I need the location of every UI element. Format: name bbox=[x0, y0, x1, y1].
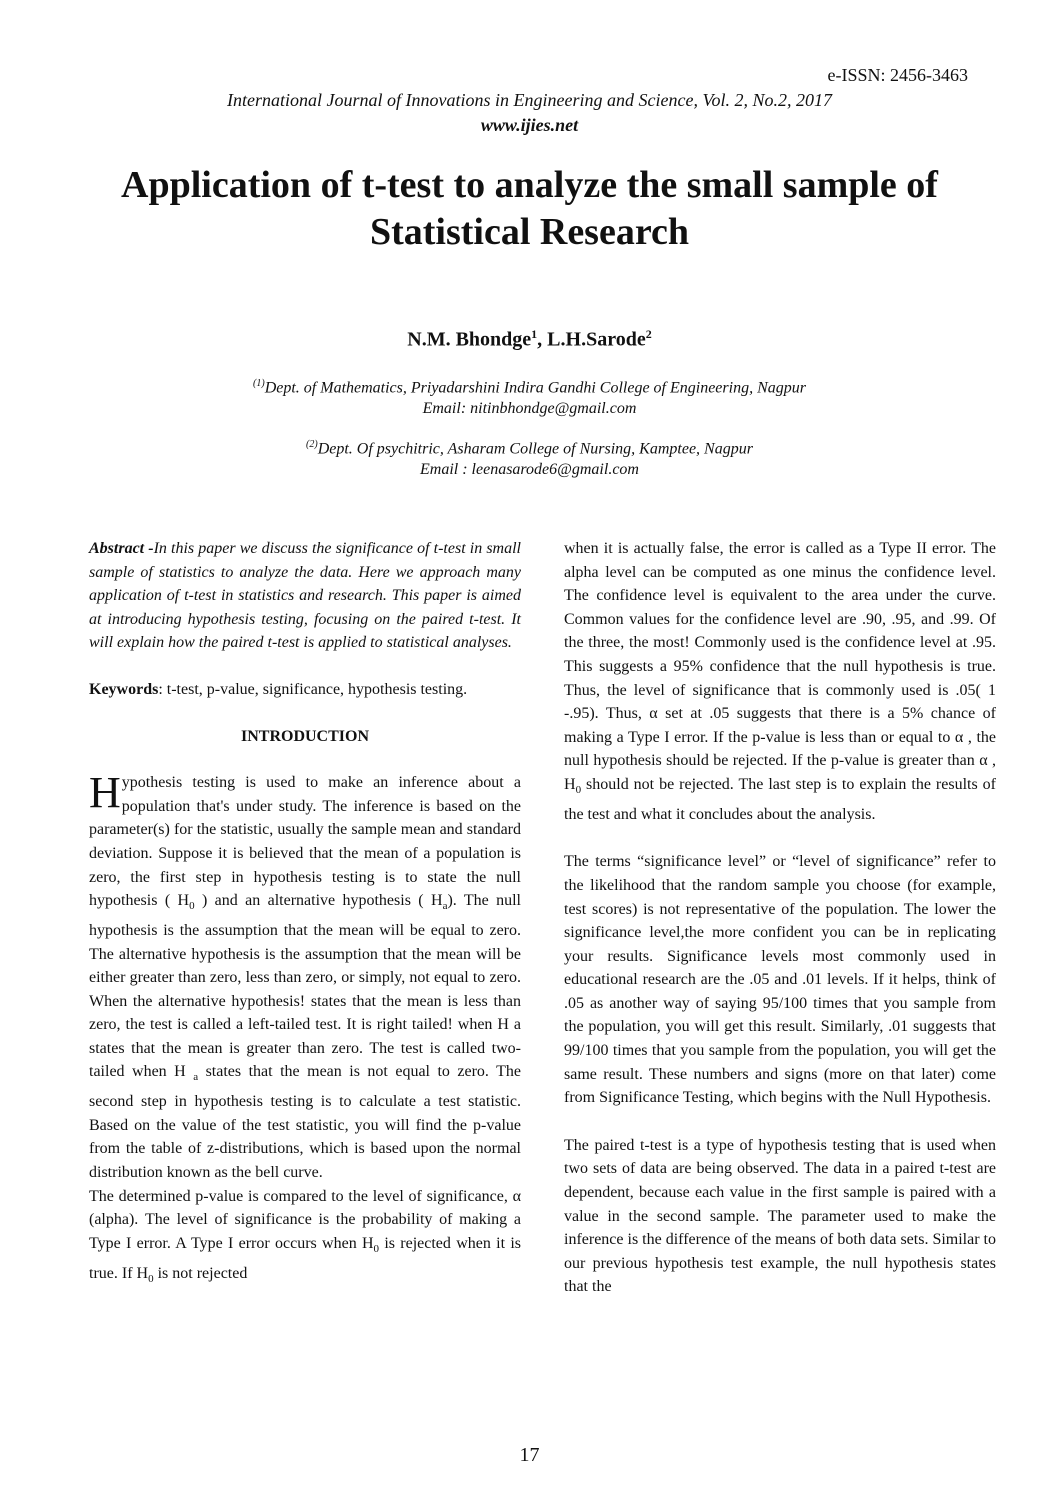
right-paragraph-2: The terms “significance level” or “level of significance” refer to the likelihood that the random sample you choose (for example, test scores) is not representative of the population. The lower the significance level,the more confident you can be in replicating your results. Significance levels most commonly used in educational research are the .05 and .01 levels. If it helps, think of .05 as another way of saying 95/100 times that you sample from the population, you will get this result. Similarly, .01 suggests that 99/100 times that you sample from the population, you will get the same result. These numbers and signs (more on that later) come from Significance Testing, which begins with the Null Hypothesis. bbox=[564, 853, 996, 1107]
abstract-label: Abstract - bbox=[89, 540, 154, 557]
affiliation-2-marker: (2) bbox=[306, 439, 318, 450]
section-heading-introduction: INTRODUCTION bbox=[240, 727, 369, 745]
affiliation-1-dept: Dept. of Mathematics, Priyadarshini Indira Gandhi College of Engineering, Nagpur bbox=[264, 379, 806, 397]
right-paragraph-3: The paired t-test is a type of hypothesis testing that is used when two sets of data are being observed. The data in a paired t-test are dependent, because each value in the first sample is paired with a value in the second sample. The parameter used to make the inference is the difference of the means of both data sets. Similar to our previous hypothesis test example, the null hypothesis states that the bbox=[564, 1136, 996, 1296]
author-1-affiliation-marker: 1 bbox=[531, 327, 538, 341]
affiliation-2-email: Email : leenasarode6@gmail.com bbox=[420, 461, 639, 479]
keywords-label: Keywords bbox=[89, 680, 159, 698]
author-line bbox=[0, 327, 1059, 352]
keywords bbox=[89, 678, 521, 702]
intro-paragraph-1: Hypothesis testing is used to make an inference about a population that's under study. The inference is based on the parameter(s) for the statistic, usually the sample mean and standard deviation. Suppose it is believed that the mean of a population is zero, the first step in hypothesis testing is to state the null hypothesis ( $H_0$ ) and an alternative hypothesis ( $H_a$). The null hypothesis is the assumption that the mean will be equal to zero. The alternative hypothesis is the assumption that the mean will be either greater than zero, less than zero, or simply, not equal to zero. When the alternative hypothesis! states that the mean is less than zero, the test is called a left-tailed test. It is right tailed! when H a states that the mean is greater than zero. The test is called two-tailed when H $_a$ states that the mean is not equal to zero. The second step in hypothesis testing is to calculate a test statistic. Based on the value of the test statistic, you will find the p-value from the table of z-distributions, which is based upon the normal distribution known as the bell curve. bbox=[89, 768, 522, 1182]
abstract bbox=[89, 537, 521, 655]
author-separator: , bbox=[537, 328, 548, 351]
affiliation-1-email: Email: nitinbhondge@gmail.com bbox=[422, 400, 637, 418]
paper-title: Application of t-test to analyze the small sample of Statistical Research bbox=[121, 164, 938, 253]
journal-website: www.ijies.net bbox=[480, 115, 579, 135]
page-number: 17 bbox=[519, 1444, 540, 1466]
intro-paragraph-2: The determined p-value is compared to the level of significance, α (alpha). The level of significance is the probability of making a Type I error. A Type I error occurs when $H_0$ is rejected when it is true. If $H_0$ is not rejected bbox=[89, 1187, 521, 1285]
affiliation-2 bbox=[0, 434, 1059, 480]
keywords-text: : t-test, p-value, significance, hypothesis testing. bbox=[158, 680, 468, 698]
right-column bbox=[564, 537, 996, 1299]
author-1: N.M. Bhondge bbox=[407, 328, 532, 351]
journal-name: International Journal of Innovations in Engineering and Science, Vol. 2, No.2, 2017 bbox=[227, 90, 832, 110]
issn-label: e-ISSN: 2456-3463 bbox=[827, 65, 968, 85]
affiliation-1-marker: (1) bbox=[253, 378, 265, 389]
drop-cap: H bbox=[89, 768, 121, 818]
affiliation-2-dept: Dept. Of psychitric, Asharam College of Nursing, Kamptee, Nagpur bbox=[317, 440, 753, 458]
affiliation-1 bbox=[0, 373, 1059, 419]
abstract-text: In this paper we discuss the significance of t-test in small sample of statistics to analyze the data. Here we approach many application of t-test in statistics and research. This paper is aimed at introducing hypothesis testing, focusing on the paired t-test. It will explain how the paired t-test is applied to statistical analyses. bbox=[89, 540, 522, 652]
right-paragraph-1: when it is actually false, the error is called as a Type II error. The alpha level can be computed as one minus the confidence level. The confidence level is equivalent to the area under the curve. Common values for the confidence level are .90, .95, and .99. Of the three, the most! Commonly used is the confidence level at .95. This suggests a 95% confidence that the null hypothesis is true. Thus, the level of significance that is commonly used is .05( 1 -.95). Thus, α set at .05 suggests that there is a 5% chance of making a Type I error. If the p-value is less than or equal to α , the null hypothesis should be rejected. If the p-value is greater than α , $H_0$ should not be rejected. The last step is to explain the results of the test and what it concludes about the analysis. bbox=[564, 540, 996, 823]
author-2: L.H.Sarode bbox=[547, 328, 646, 351]
author-2-affiliation-marker: 2 bbox=[645, 327, 652, 341]
left-column bbox=[89, 537, 521, 1291]
